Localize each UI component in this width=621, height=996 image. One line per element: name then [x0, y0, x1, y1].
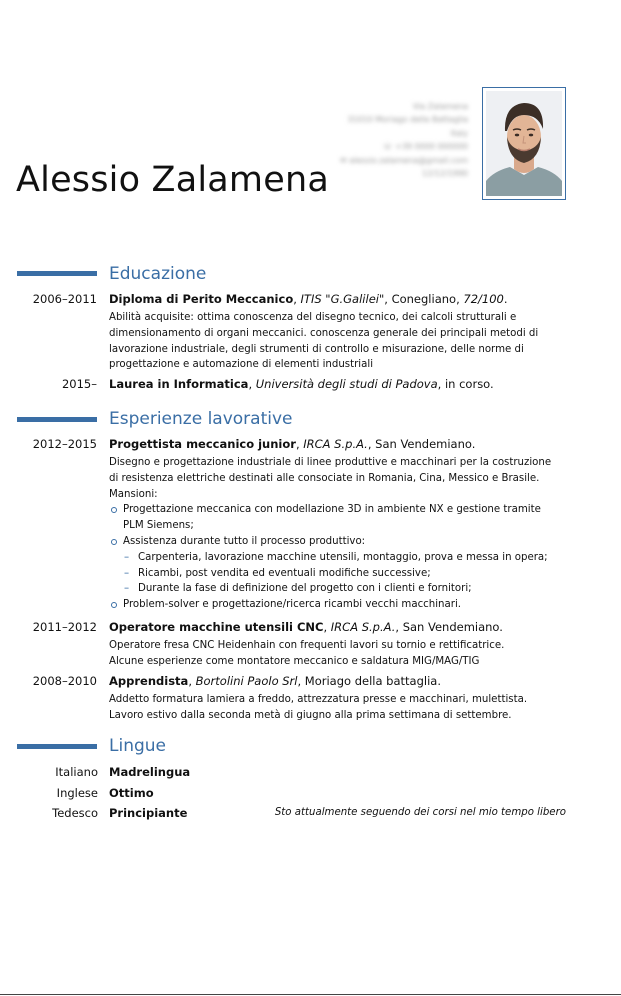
- desc-line: dimensionamento di organi meccanici. conoscenza generale dei principali metodi di: [109, 327, 539, 339]
- desc-line: Alcune esperienze come montatore meccanico e saldatura MIG/MAG/TIG: [109, 655, 480, 667]
- desc-line: Lavoro estivo dalla seconda metà di giugno alla prima settimana di settembre.: [109, 709, 512, 721]
- section-title-education: Educazione: [109, 264, 207, 284]
- entry-role: Progettista meccanico junior: [109, 437, 296, 451]
- contact-email: ✉ alessio.zalamena@gmail.com: [340, 155, 468, 165]
- entry-org: IRCA S.p.A.: [330, 620, 396, 634]
- entry-heading: Operatore macchine utensili CNC, IRCA S.p.A., San Vendemiano.: [109, 620, 503, 634]
- entry-description: [109, 638, 566, 670]
- profile-photo-illustration: [486, 91, 562, 196]
- desc-line: progettazione e automazione di elementi industriali: [109, 359, 374, 371]
- section-title-experience: Esperienze lavorative: [109, 409, 293, 429]
- section-title-languages: Lingue: [109, 736, 166, 756]
- entry-org: ITIS "G.Galilei": [300, 292, 385, 306]
- entry-role: Diploma di Perito Meccanico: [109, 292, 294, 306]
- entry-role: Laurea in Informatica: [109, 377, 249, 391]
- profile-photo: [486, 91, 562, 196]
- entry-org: Università degli studi di Padova: [255, 377, 438, 391]
- entry-description: [109, 692, 566, 724]
- desc-line: Abilità acquisite: ottima conoscenza del disegno tecnico, dei calcoli strutturali e: [109, 312, 517, 323]
- contact-country: Italy: [450, 128, 468, 138]
- entry-date: 2006–2011: [32, 292, 97, 306]
- profile-photo-frame: [482, 87, 566, 200]
- entry-place: Moriago della battaglia.: [304, 674, 441, 688]
- entry-place: Conegliano: [391, 292, 457, 306]
- desc-line: Operatore fresa CNC Heidenhain con frequenti lavori su tornio e rettificatrice.: [109, 640, 505, 651]
- section-bar-languages: [17, 744, 97, 749]
- section-bar-education: [17, 271, 97, 276]
- contact-street: Via Zalamena: [412, 102, 468, 111]
- desc-line: lavorazione industriale, degli strumenti di controllo e misurazione, delle norme di: [109, 343, 524, 355]
- contact-birthdate: 12/12/1990: [421, 169, 468, 179]
- list-item: Progettazione meccanica con modellazione 3D in ambiente NX e gestione tramite: [109, 502, 566, 518]
- language-name: Italiano: [55, 765, 98, 779]
- entry-role: Operatore macchine utensili CNC: [109, 620, 324, 634]
- contact-phone: ☏ +39 0000 000000: [382, 142, 468, 152]
- entry-role: Apprendista: [109, 674, 189, 688]
- entry-place: San Vendemiano.: [375, 437, 476, 451]
- entry-date: 2011–2012: [32, 620, 97, 634]
- entry-org: Bortolini Paolo Srl: [195, 674, 298, 688]
- entry-grade: 72/100: [463, 292, 504, 306]
- person-name: Alessio Zalamena: [16, 160, 329, 200]
- entry-date: 2008–2010: [32, 674, 97, 688]
- language-name: Inglese: [56, 786, 98, 800]
- page-bottom-edge: [0, 994, 621, 995]
- entry-date: 2012–2015: [32, 437, 97, 451]
- sub-list-item: – Carpenteria, lavorazione macchine utensili, montaggio, prova e messa in opera;: [109, 550, 566, 566]
- language-level: Ottimo: [109, 786, 154, 800]
- list-item-continuation: PLM Siemens;: [123, 520, 194, 532]
- entry-place: San Vendemiano.: [402, 620, 503, 634]
- entry-date: 2015–: [61, 377, 97, 391]
- language-level: Principiante: [109, 806, 188, 820]
- entry-heading: Laurea in Informatica, Università degli studi di Padova, in corso.: [109, 377, 494, 391]
- entry-org: IRCA S.p.A.: [303, 437, 368, 451]
- entry-heading: Diploma di Perito Meccanico, ITIS "G.Galilei", Conegliano, 72/100.: [109, 292, 508, 306]
- desc-line: Addetto formatura lamiera a freddo, attrezzatura presse e macchinari, mulettista.: [109, 694, 528, 705]
- entry-description: [109, 310, 566, 373]
- sub-list-item: – Ricambi, post vendita ed eventuali modifiche successive;: [109, 566, 566, 582]
- section-bar-experience: [17, 417, 97, 422]
- desc-line: Disegno e progettazione industriale di linee produttive e macchinari per la costruzione: [109, 457, 552, 468]
- sub-list-item: – Durante la fase di definizione del progetto con i clienti e fornitori;: [109, 581, 566, 597]
- entry-place: in corso.: [444, 377, 494, 391]
- entry-description: [109, 455, 566, 613]
- language-name: Tedesco: [52, 806, 98, 820]
- list-item: Problem-solver e progettazione/ricerca ricambi vecchi macchinari.: [109, 597, 566, 613]
- language-note: Sto attualmente seguendo dei corsi nel mio tempo libero: [274, 807, 566, 818]
- contact-city: 31010 Moriago della Battaglia: [347, 115, 468, 125]
- list-item: Assistenza durante tutto il processo produttivo:: [109, 534, 566, 550]
- entry-heading: Apprendista, Bortolini Paolo Srl, Moriago della battaglia.: [109, 674, 441, 688]
- entry-heading: Progettista meccanico junior, IRCA S.p.A., San Vendemiano.: [109, 437, 476, 451]
- language-level: Madrelingua: [109, 765, 191, 779]
- desc-line: di resistenza elettriche destinati alle consociate in Romania, Cina, Messico e Brasile.: [109, 472, 540, 484]
- desc-line: Mansioni:: [109, 488, 158, 500]
